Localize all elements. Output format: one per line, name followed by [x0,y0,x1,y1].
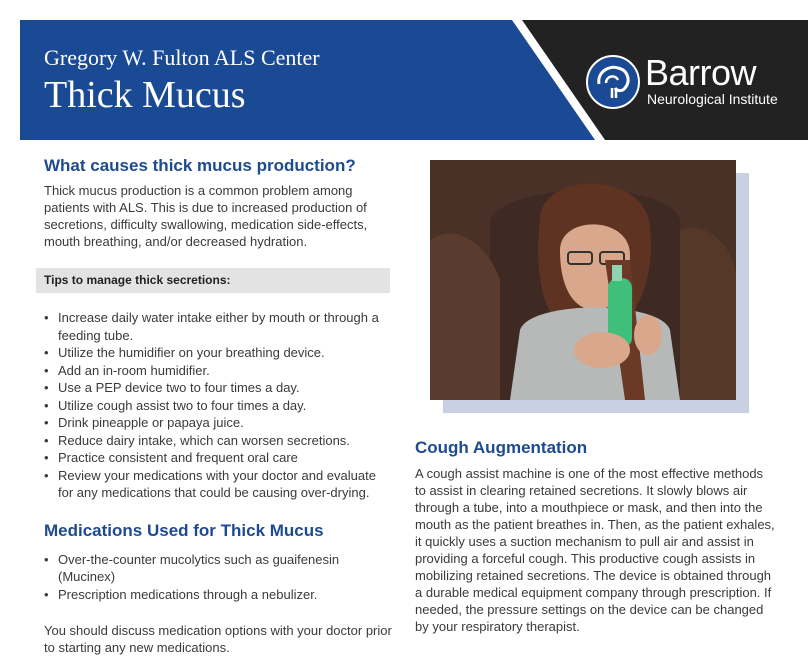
right-column [415,438,775,635]
list-item: • Over-the-counter mucolytics such as guaifenesin (Mucinex) [44,551,394,586]
page-title: Thick Mucus [44,74,246,116]
logo-wordmark: Barrow [645,52,757,93]
medications-closing: You should discuss medication options with your doctor prior to starting any new medications. [44,623,392,655]
causes-paragraph: Thick mucus production is a common problem among patients with ALS. This is due to increased production of secretions, difficulty swallowing, medication side-effects, mouth breathing, and/or decreased hydration. [44,183,368,249]
medications-list [44,551,394,604]
logo-subtitle: Neurological Institute [647,91,778,107]
cough-paragraph: A cough assist machine is one of the most effective methods to assist in clearing retained secretions. It slowly blows air through a tube, into a mouthpiece or mask, and then into the mouth as the patient breathes in. Then, as the patient exhales, it quickly uses a suction mechanism to pull air and assist in providing a forceful cough. This productive cough assists in mobilizing retained secretions. The device is obtained through a durable medical equipment company through prescription. If needed, the pressure settings on the device can be changed by your respiratory therapist. [415,466,775,634]
tips-header-bar [36,268,390,293]
tips-label: Tips to manage thick secretions: [44,273,231,287]
medications-heading: Medications Used for Thick Mucus [44,520,324,540]
patient-photo [430,160,736,400]
list-item: • Reduce dairy intake, which can worsen secretions. [44,432,394,450]
list-item: • Utilize the humidifier on your breathing device. [44,344,394,362]
center-name: Gregory W. Fulton ALS Center [44,45,320,70]
left-column [44,156,394,656]
list-item: • Practice consistent and frequent oral care [44,449,394,467]
list-item: • Add an in-room humidifier. [44,362,394,380]
list-item: • Prescription medications through a nebulizer. [44,586,394,604]
brain-logo-icon [585,54,641,110]
list-item: • Increase daily water intake either by mouth or through a feeding tube. [44,309,394,344]
cough-heading: Cough Augmentation [415,438,588,457]
patient-using-device-image [430,160,736,400]
list-item: • Review your medications with your doctor and evaluate for any medications that could be causing over-drying. [44,467,394,502]
barrow-logo [585,54,795,110]
list-item: • Drink pineapple or papaya juice. [44,414,394,432]
tips-list [44,309,394,502]
list-item: • Utilize cough assist two to four times a day. [44,397,394,415]
causes-heading: What causes thick mucus production? [44,156,356,175]
list-item: • Use a PEP device two to four times a day. [44,379,394,397]
header-banner [20,20,808,140]
